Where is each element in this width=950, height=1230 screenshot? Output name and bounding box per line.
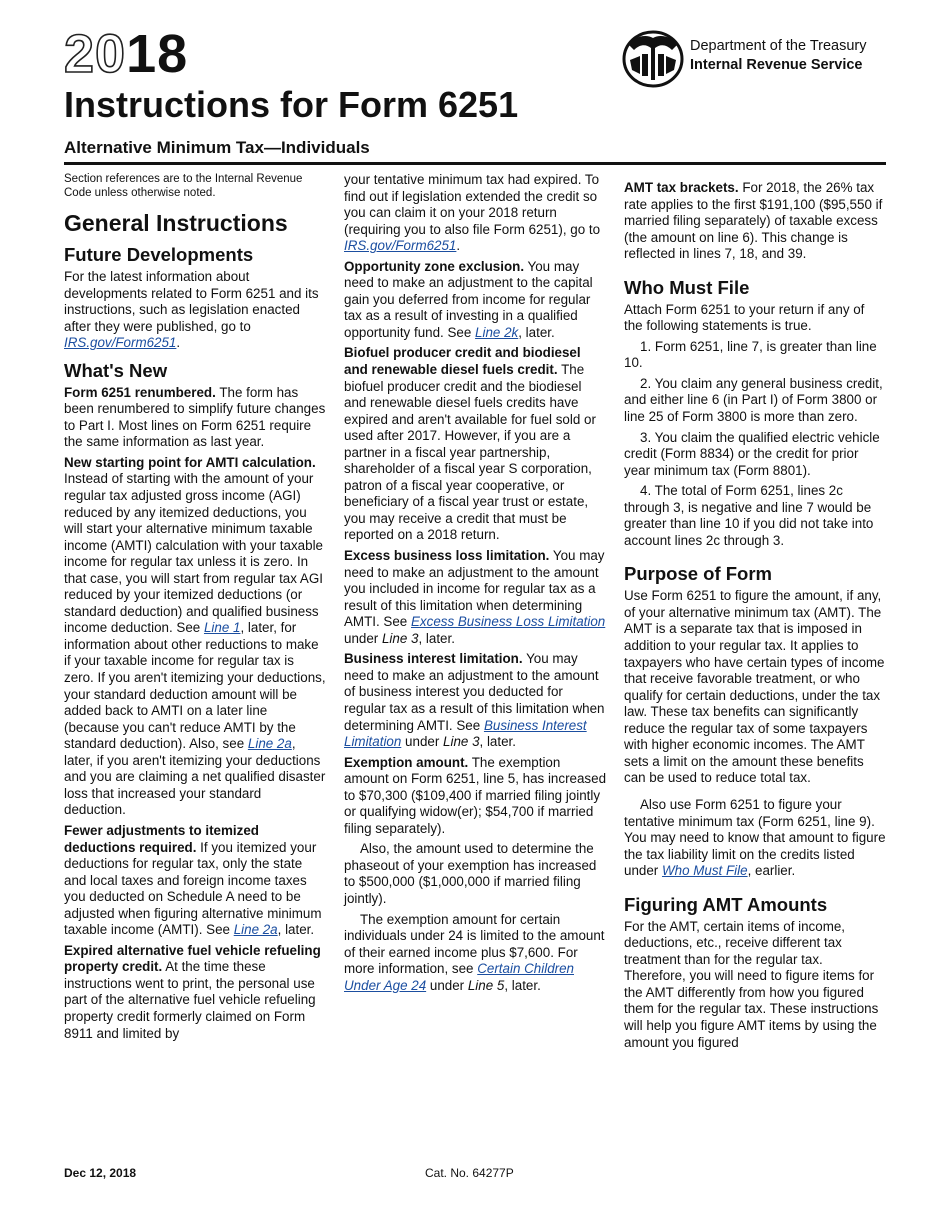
column-2 — [344, 172, 606, 998]
biofuel-text: The biofuel producer credit and the biodiesel and renewable diesel fuels credits have expired and aren't available for fuel sold or used after 2017. However, if you are a partner in a fiscal year partnership, shareholder of a fiscal year S corporation, patron of a fiscal year cooperative, or beneficiary of a fiscal year trust or estate, you may receive a credit that must be reported on a 2018 return. — [344, 362, 596, 543]
who-must-file-heading: Who Must File — [624, 276, 750, 298]
opportunity-zone-lead: Opportunity zone exclusion. — [344, 258, 525, 274]
fewer-adjustments-text-a: If you itemized your deductions for regular tax, only the state and local taxes and foreign income taxes you deducted on Schedule A need to be adjusted when figuring alternative minimum taxable income (AMTI). See — [64, 839, 322, 938]
year-solid-digits: 18 — [126, 24, 189, 84]
new-starting-point-lead: New starting point for AMTI calculation. — [64, 454, 316, 470]
line-2k-link[interactable]: Line 2k — [475, 324, 519, 340]
who-must-file-link[interactable]: Who Must File — [661, 863, 748, 879]
business-interest-text: You may need to make an adjustment to the amount of business interest you deducted for regular tax as a result of this limitation when determining AMTI. See — [344, 651, 605, 733]
expired-continuation-text: your tentative minimum tax had expired. To find out if legislation extended the credit so you can claim it on your 2018 return (requiring you to also file Form 6251), go to — [344, 172, 601, 237]
who-must-file-text: Attach Form 6251 to your return if any of the following statements is true. — [624, 301, 865, 334]
exemption-amount-lead: Exemption amount. — [344, 754, 469, 770]
purpose-of-form-text-2: Also use Form 6251 to figure your tentative minimum tax (Form 6251, line 9). You may need to know that amount to figure the tax liability limit on the credits listed under — [624, 796, 886, 879]
biofuel-lead: Biofuel producer credit and biodiesel and renewable diesel fuels credit. — [344, 345, 581, 378]
renumbered-paragraph — [64, 385, 326, 451]
amt-brackets-paragraph — [624, 180, 886, 263]
line-2a-link[interactable]: Line 2a — [247, 736, 292, 752]
excess-business-loss-link[interactable]: Excess Business Loss Limitation — [411, 614, 606, 630]
excess-business-loss-text: You may need to make an adjustment to the amount you included in income for regular tax as a result of this limitation when determining AMTI. See — [344, 548, 605, 630]
footer-catalog-number: Cat. No. 64277P — [425, 1166, 514, 1180]
footer-date: Dec 12, 2018 — [64, 1166, 137, 1180]
exemption-children-line-ref: Line 5 — [467, 977, 505, 993]
purpose-of-form-after: , earlier. — [747, 863, 796, 879]
new-starting-point-paragraph — [64, 455, 326, 819]
fewer-adjustments-lead: Fewer adjustments to itemized deductions required. — [64, 822, 259, 855]
exemption-children-after: , later. — [504, 977, 541, 993]
page-subtitle: Alternative Minimum Tax—Individuals — [64, 138, 370, 157]
who-must-file-item: 1. Form 6251, line 7, is greater than line 10. — [624, 338, 877, 371]
fewer-adjustments-paragraph — [64, 823, 326, 939]
exemption-phaseout-paragraph: Also, the amount used to determine the phaseout of your exemption has increased to $500,000 ($1,000,000 if married filing jointly). — [344, 841, 597, 906]
section-references-note: Section references are to the Internal Revenue Code unless otherwise noted. — [64, 173, 303, 199]
line-2a-link-2[interactable]: Line 2a — [233, 922, 278, 938]
column-1 — [64, 172, 326, 1046]
who-must-file-item: 2. You claim any general business credit, and either line 6 (in Part I) of Form 3800 or line 25 of Form 3800 is more than zero. — [624, 375, 883, 425]
new-starting-point-text-c: , later, if you aren't itemizing your deductions and you are claiming a net qualified disaster loss that increased your standard deduction. — [64, 736, 326, 818]
expired-credit-text: At the time these instructions went to print, the personal use part of the alternative fuel vehicle refueling property credit formerly claimed on Form 8911 and limited by — [64, 959, 316, 1041]
line-1-link[interactable]: Line 1 — [203, 620, 241, 636]
certain-children-link[interactable]: Certain Children Under Age 24 — [344, 961, 574, 993]
irs-form6251-link[interactable]: IRS.gov/Form6251 — [64, 335, 177, 351]
opportunity-zone-paragraph — [344, 259, 606, 342]
expired-credit-lead: Expired alternative fuel vehicle refueling property credit. — [64, 942, 321, 975]
excess-business-loss-mid: under — [344, 630, 379, 646]
amt-brackets-text: For 2018, the 26% tax rate applies to the first $191,100 ($95,550 if married filing separately) of taxable excess (the amount on line 6). This change is reflected in lines 7, 18, and 39. — [624, 180, 883, 262]
figuring-amt-text: For the AMT, certain items of income, deductions, etc., receive different tax treatment than for the regular tax. Therefore, you will need to figure items for the AMT differently from how you figured them for the regular tax. These instructions will help you figure AMT items by using the amount you figured — [624, 918, 879, 1050]
excess-business-loss-line-ref: Line 3 — [381, 630, 419, 646]
exemption-amount-text: The exemption amount on Form 6251, line 5, has increased to $70,300 ($109,400 if married filing jointly or qualifying widow(er); $54,700 if married filing separately). — [344, 754, 607, 836]
expired-credit-paragraph — [64, 943, 326, 1042]
future-developments-paragraph: For the latest information about developments related to Form 6251 and its instructions, such as legislation enacted after they were published, go to IRS.gov/Form6251. — [64, 269, 319, 351]
irs-label: Internal Revenue Service — [690, 57, 863, 73]
exemption-children-paragraph — [344, 912, 606, 995]
general-instructions-heading: General Instructions — [64, 210, 288, 236]
exemption-amount-paragraph — [344, 755, 606, 838]
future-developments-text: For the latest information about developments related to Form 6251 and its instructions, such as legislation enacted after they were published, go to — [64, 269, 319, 334]
business-interest-after: , later. — [479, 734, 516, 750]
opportunity-zone-after: , later. — [518, 324, 555, 340]
who-must-file-item: 4. The total of Form 6251, lines 2c through 3, is negative and line 7 would be greater than line 10 if you did not take into account lines 2c through 3. — [624, 483, 874, 548]
business-interest-line-ref: Line 3 — [443, 734, 480, 750]
irs-eagle-logo-icon — [622, 30, 684, 88]
new-starting-point-text-b: , later, for information about other reductions to make if your taxable income for regular tax is zero. If you aren't itemizing your deductions, your standard deduction amount will be added back to AMTI on a later line (because you can't reduce AMTI by the standard deduction). Also, see — [64, 620, 326, 752]
renumbered-text: The form has been renumbered to simplify future changes to Part I. Most lines on Form 6251 require the same information as last year. — [64, 384, 326, 450]
fewer-adjustments-text-b: , later. — [277, 922, 315, 938]
excess-business-loss-lead: Excess business loss limitation. — [344, 548, 550, 564]
renumbered-lead: Form 6251 renumbered. — [64, 384, 216, 400]
page-title: Instructions for Form 6251 — [64, 84, 519, 125]
treasury-department-label: Department of the Treasury — [690, 38, 867, 54]
future-developments-heading: Future Developments — [64, 244, 254, 265]
purpose-of-form-heading: Purpose of Form — [624, 563, 773, 585]
opportunity-zone-text: You may need to make an adjustment to the capital gain you deferred from income for regular tax as a result of investing in a qualified opportunity fund. See — [344, 258, 593, 340]
header-rule — [64, 162, 886, 165]
irs-form6251-link-2[interactable]: IRS.gov/Form6251 — [344, 238, 457, 254]
business-interest-mid: under — [405, 734, 440, 750]
exemption-children-text: The exemption amount for certain individuals under 24 is limited to the amount of their earned income plus $7,600. For more information, see — [344, 911, 605, 977]
whats-new-heading: What's New — [64, 359, 168, 381]
biofuel-paragraph — [344, 345, 606, 544]
business-interest-lead: Business interest limitation. — [344, 651, 523, 667]
new-starting-point-text-a: Instead of starting with the amount of your regular tax adjusted gross income (AGI) reduced by any itemized deductions, you will start your alternative minimum taxable income (AMTI) calculation with your taxable income for regular tax unless it is zero. In that case, you will start from regular tax AGI reduced by your itemized deductions (or standard deduction) and qualified business income deduction. See — [64, 471, 323, 636]
expired-credit-continuation: your tentative minimum tax had expired. To find out if legislation extended the credit so you can claim it on your 2018 return (requiring you to also file Form 6251), go to IRS.gov/Form6251. — [344, 172, 601, 254]
form-year — [64, 24, 188, 84]
excess-business-loss-after: , later. — [418, 630, 455, 646]
year-outline-digits: 20 — [64, 24, 127, 84]
amt-brackets-lead: AMT tax brackets. — [624, 180, 739, 195]
excess-business-loss-paragraph — [344, 548, 606, 647]
column-3 — [624, 172, 886, 1055]
who-must-file-item: 3. You claim the qualified electric vehicle credit (Form 8834) or the credit for prior year minimum tax (Form 8801). — [624, 429, 880, 478]
business-interest-link[interactable]: Business Interest Limitation — [344, 717, 587, 750]
purpose-of-form-text: Use Form 6251 to figure the amount, if any, of your alternative minimum tax (AMT). The AMT is a separate tax that is imposed in addition to your regular tax. It applies to taxpayers who have certain types of income that receive favorable treatment, or who qualify for certain deductions, under the tax law. These tax benefits can significantly reduce the regular tax of some taxpayers with higher economic incomes. The AMT sets a limit on the amount these benefits can be used to reduce total tax. — [624, 588, 885, 786]
business-interest-paragraph — [344, 651, 606, 750]
exemption-children-mid: under — [429, 977, 465, 993]
figuring-amt-heading: Figuring AMT Amounts — [624, 893, 828, 915]
purpose-of-form-paragraph-2 — [624, 797, 886, 880]
